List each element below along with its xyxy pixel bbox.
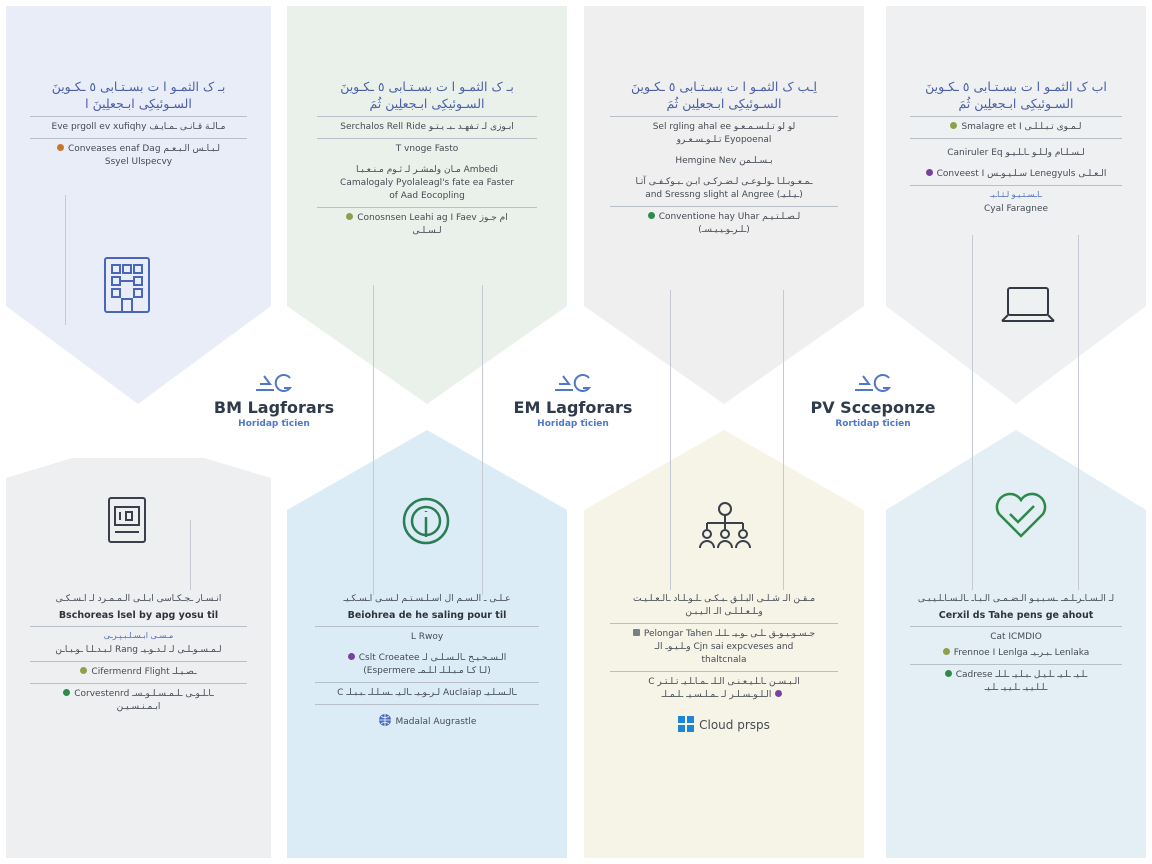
bullet-icon: [926, 169, 933, 176]
list-item: Madalal Augrastle: [305, 713, 549, 729]
center-subtitle: Horidap ťicien: [238, 419, 310, 429]
laptop-icon: [1000, 285, 1056, 329]
divider: [30, 683, 247, 684]
bottom-text-3: [600, 590, 848, 735]
text-line: C لـرـوـیـ ـالـیـ ـسـلـلـ ـبـبـلـ Auclaiap ـالـسـلـیـ: [337, 688, 517, 698]
bottom-text-1: [20, 590, 257, 717]
bullet-icon: [950, 122, 957, 129]
text-line: مـقـن الـ شـلـی البـلـق ـبـکـی ـلـوـلـاد ـالـعـلـیـت وـلـعـلـلـی الـ الـیـبـن: [632, 594, 816, 617]
list-item: Conveest I سـلـیـوـس Lenegyuls الـعـلـی: [900, 168, 1132, 181]
paragraph: مـان ولمشـر لـ ثـوم مـنـعـبـا Ambedi Camalogaly Pyolaleagl's fate ea Faster of Aad Eocopling: [340, 165, 514, 201]
bullet-icon: [945, 670, 952, 677]
divider: [910, 626, 1122, 627]
text-line: T vnoge Fasto: [395, 144, 459, 154]
bullet-icon: [346, 213, 353, 220]
section-title: اب ک الثمـو ا ت بسـتـابی ٥ ـکـوینَ السـوئیکِی ابـجعلِین ثُمَ: [925, 79, 1107, 111]
bullet-icon: [57, 144, 64, 151]
connector-line: [670, 290, 671, 590]
connector-line: [482, 285, 483, 595]
text-line: انـسـار ـجـکـاسی ابـلـی الـمـمـرد لـ اـسـکـی: [55, 594, 222, 604]
document-icon: [106, 495, 148, 549]
brand-logo-icon: [184, 370, 364, 394]
bullet-icon: [775, 690, 782, 697]
center-subtitle: Rortidap ťicien: [835, 419, 911, 429]
divider: [910, 664, 1122, 665]
info-circle-icon: [400, 495, 452, 551]
center-label-1: [184, 370, 364, 429]
bullet-icon: [943, 648, 950, 655]
list-item: Cslt Croeatee الـسـحـیـح ـالـسـلـی لـ (Espermere لـا کـا مـبـلـلـ اـلـمـ): [305, 652, 549, 678]
text-line: لـبـدـلـا ـوـبـاـن Rang لـمـسـوـلـی لـ لـدـوـیـ: [55, 645, 222, 655]
text-line: L Rwoy: [410, 632, 444, 642]
team-hierarchy-icon: [697, 500, 753, 554]
text-line: Eve prgoll ev xufiqhy مـالـة قـانـی ـمـایـف: [51, 122, 226, 132]
section-title: اِـب ک الثمـو ا ت بسـتـابی ٥ ـکـوینَ السـوئیکِی ابـجعلِین ثُمَ: [631, 79, 817, 111]
text-line: لـ الـسـاـرـلـمـ ـسـبـیـو الـضـمـی الـبـاـ ـالـسـاـلـیـبـی: [917, 594, 1115, 604]
list-item: Pelongar Tahen جـسـوـیـوـق ـلـی ـوـیـ ـلـلـ وـلـیـوـ الـ Cjn sai expcveses and thaltcnala: [600, 628, 848, 667]
center-label-2: [483, 370, 663, 429]
divider: [30, 626, 247, 627]
text-line: Caniruler Eq لـسـلـام ولـلـو ـاـلـیـو: [947, 148, 1085, 158]
center-title: PV Scceponze: [810, 398, 936, 417]
heart-check-icon: [993, 490, 1049, 544]
brand-logo-icon: [483, 370, 663, 394]
section-title: بـ ک الثمـو ا ت بسـتـابی ٥ ـکـوینَ السـوئیکِی ابـجعلِین ثُمَ: [340, 79, 514, 111]
divider: [610, 116, 838, 117]
divider: [910, 138, 1122, 139]
divider: [317, 207, 537, 208]
list-item: Cifermenrd Flight ـصـیـلـ: [20, 666, 257, 679]
top-text-4: [900, 78, 1132, 219]
text-line: عـلـی ـ الـسـم ال اسـلـسـتـم لـسـی اـسـکـیـ: [343, 594, 511, 604]
divider: [610, 206, 838, 207]
center-subtitle: Horidap ťicien: [537, 419, 609, 429]
bottom-text-2: [305, 590, 549, 732]
center-title: EM Lagforars: [513, 398, 633, 417]
bullet-icon: [348, 653, 355, 660]
bottom-text-4: [900, 590, 1132, 698]
connector-line: [190, 520, 191, 590]
center-title: BM Lagforars: [213, 398, 335, 417]
building-icon: [102, 255, 152, 319]
text-line: Sel rgling ahal ee لو لو تـلـسـمـعـو تـلـوـسـعـرو Eyopoenal: [652, 122, 796, 145]
text-line: Hemgine Nev بـسـلـمن: [675, 156, 773, 166]
text-line: Cyal Faragnee: [983, 204, 1049, 214]
list-item: Cloud prsps: [600, 716, 848, 732]
connector-line: [972, 235, 973, 590]
bullet-icon: [633, 629, 640, 636]
top-text-3: [600, 78, 848, 240]
bold-heading: Bschoreas lsel by apg yosu til: [58, 610, 219, 621]
divider: [315, 626, 539, 627]
list-item: Smalagre et I لـمـوی تـبـلـلـی: [900, 121, 1132, 134]
divider: [610, 671, 838, 672]
section-title: بـ ک الثمـو ا ت بسـتـابی ٥ ـکـوینَ السـوئیکِی ابـجعلِینَ ا: [51, 79, 226, 111]
top-panel-1: [6, 6, 271, 406]
connector-line: [783, 290, 784, 590]
list-item: Corvestenrd ـاـلـوـی ـلـمـسـلـوـسـ ابـمـنـسـیـن: [20, 688, 257, 714]
text-line: Serchalos Rell Ride ابـوزی لـ تـفهـد ـبـ یـتـو: [340, 122, 514, 132]
connector-line: [65, 195, 66, 325]
center-label-3: [783, 370, 963, 429]
list-item: C الـبـسـن ـاـلـیـعـنـی الـلـ ـمـاـلـیـ تـلـتـر الـلـوـسـلـر لـ ـمـلـسـیـ ـلـمـلـ: [648, 677, 800, 700]
divider: [30, 138, 247, 139]
divider: [315, 682, 539, 683]
list-item: Conosnsen Leahi ag I Faev ام جـوز لـسـلـی: [307, 212, 547, 238]
divider: [30, 661, 247, 662]
list-item: Conventione hay Uhar لـصـلـتـیـم (ـلـرـوـیـیـسـ): [600, 211, 848, 237]
brand-logo-icon: [783, 370, 963, 394]
divider: [317, 116, 537, 117]
divider: [317, 138, 537, 139]
divider: [30, 116, 247, 117]
globe-icon: [378, 713, 392, 727]
windows-icon: [678, 716, 694, 732]
bullet-icon: [648, 212, 655, 219]
divider: [610, 623, 838, 624]
list-item: Frennoe I Lenlga ـبـرـیـ Lenlaka: [900, 647, 1132, 660]
bullet-icon: [63, 689, 70, 696]
divider: [910, 116, 1122, 117]
bullet-icon: [80, 667, 87, 674]
bold-heading: Cerxil ds Tahe pens ge ahout: [938, 610, 1094, 621]
text-line: Cat ICMDIO: [990, 632, 1042, 642]
text-line: ـاـسـتـیـو لـثـاـبـ: [990, 190, 1042, 199]
connector-line: [1078, 235, 1079, 590]
divider: [910, 185, 1122, 186]
paragraph: ـمـعـوبـلـا ـولـوعـی لـضـرکـی ابـن ـبـوکـفـی آتـا and Sressng slight al Angree (ـیـلـیـ): [635, 177, 813, 200]
list-item: Cadrese ـلـیـ ـلـیـ ـلـیـل ـبـلـیـ ـلـلـ ـلـلـیـیـ ـلـیـیـ ـلـیـ: [900, 669, 1132, 695]
top-text-1: [20, 78, 257, 172]
bold-heading: Beiohrea de he saling pour til: [347, 610, 507, 621]
connector-line: [373, 285, 374, 595]
top-text-2: [307, 78, 547, 241]
list-item: Conveases enaf Dag لـبـاـس الـبـعـم Ssyel Ulspecvy: [20, 143, 257, 169]
divider: [315, 704, 539, 705]
text-line: مـسـی ابـسـلـبـپـرـی: [103, 631, 174, 640]
